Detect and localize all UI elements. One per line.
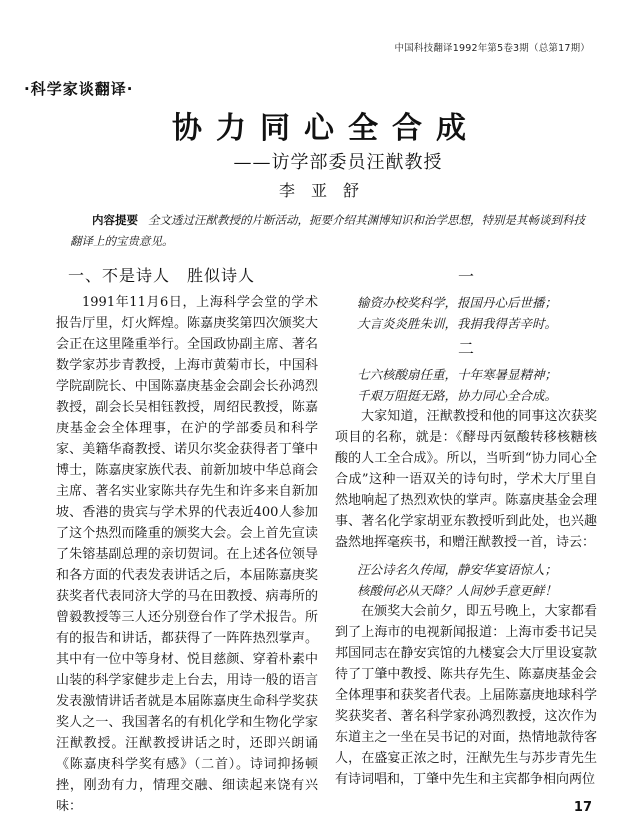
poem-line: 千艰万阻挺无路，协力同心全合成。 bbox=[357, 388, 558, 403]
abstract bbox=[70, 210, 590, 252]
article-title: 协力同心全合成 bbox=[172, 111, 480, 146]
poem-number: 一 bbox=[457, 267, 474, 286]
article-subtitle: ——访学部委员汪猷教授 bbox=[233, 152, 443, 173]
body-paragraph: 在颁奖大会前夕，即五号晚上，大家都看到了上海市的电视新闻报道：上海市委书记吴邦国同志在静安宾馆的九楼宴会大厅里设宴款待了丁肇中教授、陈共存先生、陈嘉庚基金会全体理事和获奖者代表。上届陈嘉庚地球科学奖获奖者、著名科学家孙鸿烈教授，这次作为东道主之一坐在吴书记的对面，热情地款待客人，在盛宴正浓之时，汪猷先生与苏步青先生有诗词唱和，丁肇中先生和主宾都争相向两位 bbox=[335, 604, 597, 787]
poem-line: 大言炎炎胜朱训，我捐我得苦辛时。 bbox=[357, 316, 558, 331]
poem-line: 核酸何必从天降？人间妙手意更鲜！ bbox=[357, 583, 558, 598]
poem-line: 汪公诗名久传闻，静安华宴语惊人； bbox=[357, 562, 558, 577]
page-number: 17 bbox=[573, 800, 592, 815]
journal-header: 中国科技翻译1992年第5卷3期（总第17期） bbox=[394, 43, 590, 54]
abstract-text: 全文透过汪猷教授的片断活动，扼要介绍其渊博知识和治学思想，特别是其畅谈到科技翻译上的宝贵意见。 bbox=[70, 213, 585, 248]
right-column bbox=[335, 262, 597, 790]
column-tag: ·科学家谈翻译· bbox=[24, 80, 134, 98]
poem-line: 输资办校奖科学，报国丹心后世播； bbox=[357, 295, 558, 310]
abstract-label: 内容提要 bbox=[92, 213, 138, 227]
author-name: 李亚舒 bbox=[278, 181, 375, 200]
poem-number: 二 bbox=[457, 339, 474, 358]
body-paragraph: 1991年11月6日，上海科学会堂的学术报告厅里，灯火辉煌。陈嘉庚奖第四次颁奖大会正在这里隆重举行。全国政协副主席、著名数学家苏步青教授，上海市黄菊市长，中国科学院副院长、中国陈嘉庚基金会副会长孙鸿烈教授，副会长吴相钰教授，周绍民教授，陈嘉庚基金会全体理事，在沪的学部委员和科学家、美籍华裔教授、诺贝尔奖金获得者丁肇中博士，陈嘉庚家族代表、前新加坡中华总商会主席、著名实业家陈共存先生和许多来自新加坡、香港的贵宾与学术界的代表近400人参加了这个热烈而隆重的颁奖大会。会上首先宣读了朱镕基副总理的亲切贺词。在上述各位领导和各方面的代表发表讲话之后，本届陈嘉庚奖获奖者代表同济大学的马在田教授、病毒所的曾毅教授等三人还分别登台作了学术报告。所有的报告和讲话，都获得了一阵阵热烈掌声。其中有一位中等身材、悦目慈颜、穿着朴素中山装的科学家健步走上台去，用诗一般的语言发表激情讲话者就是本届陈嘉庚生命科学奖获奖人之一、我国著名的有机化学和生物化学家汪猷教授。汪猷教授讲话之时，还即兴朗诵《陈嘉庚科学奖有感》（二首）。诗词抑扬顿挫，刚劲有力，情理交融、细读起来饶有兴味： bbox=[56, 295, 318, 814]
section-heading: 一、不是诗人 胜似诗人 bbox=[68, 266, 256, 285]
poem-line: 七六核酸扇任重，十年寒暑显精神； bbox=[357, 367, 558, 382]
left-column bbox=[56, 262, 318, 817]
body-paragraph: 大家知道，汪猷教授和他的同事这次获奖项目的名称，就是：《酵母丙氨酸转移核糖核酸的人工全合成》。所以，当听到“协力同心全合成”这种一语双关的诗句时，学术大厅里自然地响起了热烈欢快的掌声。陈嘉庚基金会理事、著名化学家胡亚东教授听到此处，也兴趣盎然地挥毫疾书，和赠汪猷教授一首，诗云： bbox=[335, 409, 597, 550]
